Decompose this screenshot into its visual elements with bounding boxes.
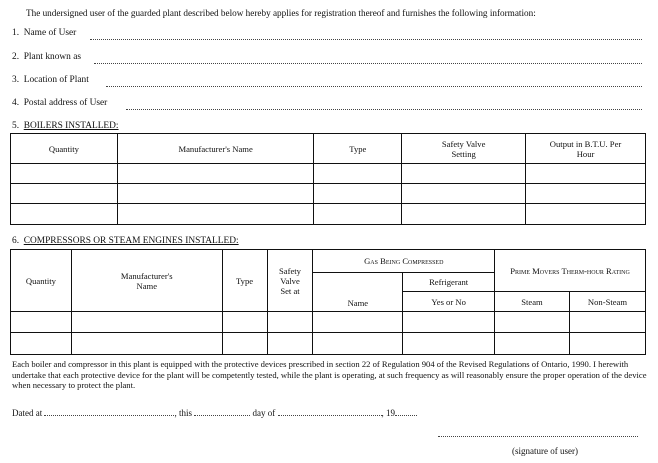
compressors-header-steam: Steam (495, 292, 570, 312)
declaration-paragraph: Each boiler and compressor in this plant is equipped with the protective devices prescribed in section 22 of Regulation 904 of the Revised Regulations of Ontario, 1990. I herewith undertake that each protective device for the plant will be competently tested, while the plant is operating, at such frequency as will reasonably ensure the proper operation of the device when necessary to protect the plant. (12, 359, 647, 390)
table-cell[interactable] (526, 204, 646, 225)
table-cell[interactable] (569, 312, 645, 333)
table-cell[interactable] (495, 333, 570, 355)
boilers-section-title: 5. BOILERS INSTALLED: (12, 121, 119, 131)
field-name-of-user (12, 28, 76, 38)
field-label: Plant known as (23, 52, 82, 62)
compressors-header-name: Name (313, 273, 403, 312)
table-cell[interactable] (314, 184, 402, 204)
table-cell[interactable] (314, 164, 402, 184)
field-number: 1. (12, 28, 20, 38)
compressors-table (10, 249, 646, 355)
boilers-header-safety-valve: Safety Valve Setting (402, 134, 526, 164)
compressors-header-safety-valve: Safety Valve Set at (267, 250, 313, 312)
table-cell[interactable] (526, 164, 646, 184)
table-row (11, 164, 646, 184)
compressors-header-manufacturer: Manufacturer's Name (71, 250, 222, 312)
compressors-section-title: 6. COMPRESSORS OR STEAM ENGINES INSTALLED: (12, 236, 239, 246)
this-label: , this (174, 408, 192, 418)
dated-at-label: Dated at (12, 408, 43, 418)
table-cell[interactable] (569, 333, 645, 355)
plant-known-as-line[interactable] (94, 63, 642, 64)
compressors-header-type: Type (222, 250, 267, 312)
prime-movers-header: Prime Movers Therm-hour Rating (495, 250, 646, 292)
year-label: , 19 (381, 408, 395, 418)
day-blank[interactable] (194, 415, 250, 416)
table-cell[interactable] (222, 333, 267, 355)
table-cell[interactable] (11, 312, 72, 333)
table-cell[interactable] (314, 204, 402, 225)
table-cell[interactable] (313, 312, 403, 333)
boilers-header-quantity: Quantity (11, 134, 118, 164)
field-number: 2. (12, 52, 20, 62)
field-label: Location of Plant (23, 75, 89, 85)
table-cell[interactable] (71, 312, 222, 333)
table-cell[interactable] (402, 204, 526, 225)
compressors-title-text: COMPRESSORS OR STEAM ENGINES INSTALLED: (23, 236, 239, 246)
table-cell[interactable] (403, 312, 495, 333)
field-number: 3. (12, 75, 20, 85)
year-blank[interactable] (395, 415, 417, 416)
location-of-plant-line[interactable] (106, 86, 642, 87)
postal-address-line[interactable] (126, 109, 642, 110)
field-postal-address (12, 98, 107, 108)
field-number: 4. (12, 98, 20, 108)
table-cell[interactable] (402, 164, 526, 184)
dated-at-blank[interactable] (44, 415, 174, 416)
field-label: Name of User (23, 28, 77, 38)
table-cell[interactable] (222, 312, 267, 333)
table-cell[interactable] (313, 333, 403, 355)
compressors-header-quantity: Quantity (11, 250, 72, 312)
table-cell[interactable] (403, 333, 495, 355)
table-cell[interactable] (71, 333, 222, 355)
boilers-header-output: Output in B.T.U. Per Hour (526, 134, 646, 164)
field-label: Postal address of User (23, 98, 108, 108)
table-cell[interactable] (495, 312, 570, 333)
table-cell[interactable] (526, 184, 646, 204)
table-cell[interactable] (11, 333, 72, 355)
table-cell[interactable] (11, 164, 118, 184)
boilers-title-text: BOILERS INSTALLED: (23, 121, 119, 131)
table-row (11, 204, 646, 225)
compressors-header-yes-no: Yes or No (403, 292, 495, 312)
signature-label: (signature of user) (512, 446, 578, 456)
boilers-header-type: Type (314, 134, 402, 164)
table-cell[interactable] (11, 184, 118, 204)
table-cell[interactable] (11, 204, 118, 225)
name-of-user-line[interactable] (90, 39, 642, 40)
table-cell[interactable] (117, 204, 314, 225)
table-row (11, 312, 646, 333)
month-blank[interactable] (278, 415, 382, 416)
gas-being-compressed-header: Gas Being Compressed (313, 250, 495, 273)
intro-text: The undersigned user of the guarded plant described below hereby applies for registration thereof and furnishes the following information: (26, 8, 536, 18)
compressors-header-non-steam: Non-Steam (569, 292, 645, 312)
dated-line (12, 408, 417, 418)
table-row (11, 184, 646, 204)
field-location-of-plant (12, 75, 89, 85)
day-of-label: day of (252, 408, 276, 418)
table-cell[interactable] (117, 164, 314, 184)
table-cell[interactable] (267, 333, 313, 355)
boilers-table (10, 133, 646, 225)
table-cell[interactable] (402, 184, 526, 204)
table-row (11, 333, 646, 355)
compressors-header-refrigerant: Refrigerant (403, 273, 495, 292)
boilers-header-manufacturer: Manufacturer's Name (117, 134, 314, 164)
table-cell[interactable] (267, 312, 313, 333)
signature-line[interactable] (438, 436, 638, 437)
table-cell[interactable] (117, 184, 314, 204)
field-plant-known-as (12, 52, 81, 62)
